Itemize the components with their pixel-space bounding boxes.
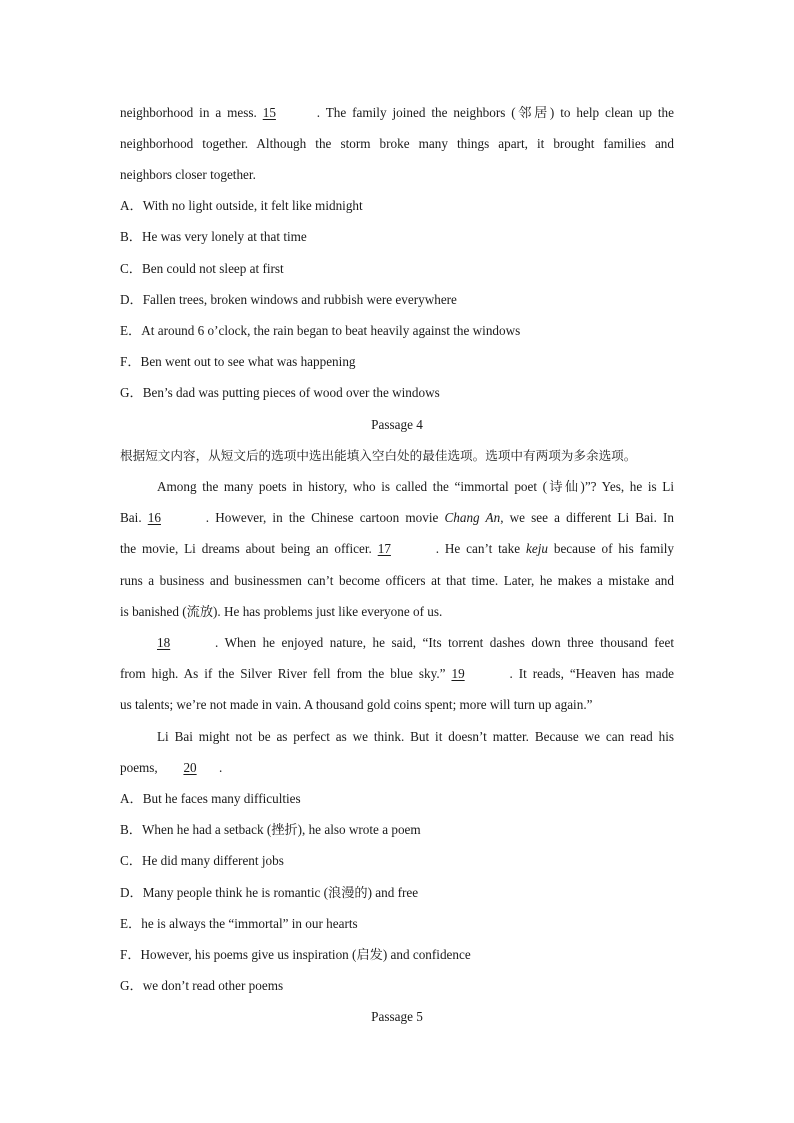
text: poems,: [120, 760, 158, 775]
text: the movie, Li dreams about being an officer.: [120, 541, 372, 556]
p2-line-2: [120, 665, 674, 683]
term-keju: keju: [526, 541, 548, 556]
text: from high. As if the Silver River fell from the blue sky.”: [120, 666, 446, 681]
passage5-title: Passage 5: [371, 1009, 423, 1024]
p1-line-5: is banished (流放). He has problems just like everyone of us.: [120, 604, 443, 619]
passage3-line-3: neighbors closer together.: [120, 167, 256, 182]
option-e: E．he is always the “immortal” in our hearts: [120, 916, 358, 931]
text: . However, in the Chinese cartoon movie: [205, 510, 439, 525]
text: because of his family: [553, 541, 675, 556]
text: . He can’t take: [435, 541, 521, 556]
blank-19: 19: [451, 666, 465, 681]
blank-15: 15: [262, 105, 276, 120]
option-a: A．With no light outside, it felt like midnight: [120, 198, 363, 213]
p1-line-1: Among the many poets in history, who is called the “immortal poet (诗仙)”? Yes, he is Li: [157, 479, 674, 494]
p3-line-1: Li Bai might not be as perfect as we think. But it doesn’t matter. Because we can read his: [157, 729, 674, 744]
option-b: B．He was very lonely at that time: [120, 229, 307, 244]
text: Bai.: [120, 510, 142, 525]
text: , we see a different Li Bai. In: [500, 510, 674, 525]
passage3-line-1: [120, 104, 674, 122]
text: .: [219, 760, 223, 775]
p1-line-2: [120, 509, 674, 527]
text: . When he enjoyed nature, he said, “Its torrent dashes down three thousand feet: [215, 635, 674, 650]
option-c: C．He did many different jobs: [120, 853, 284, 868]
p1-line-4: runs a business and businessmen can’t become officers at that time. Later, he makes a mistake and: [120, 573, 674, 588]
option-f: F．Ben went out to see what was happening: [120, 354, 356, 369]
option-a: A．But he faces many difficulties: [120, 791, 301, 806]
option-e: E．At around 6 o’clock, the rain began to beat heavily against the windows: [120, 323, 521, 338]
blank-20: 20: [183, 760, 197, 775]
option-d: D．Many people think he is romantic (浪漫的) and free: [120, 885, 419, 900]
text: . The family joined the neighbors (邻居) to help clean up the: [316, 105, 674, 120]
blank-17: 17: [377, 541, 391, 556]
option-g: G．we don’t read other poems: [120, 978, 284, 993]
option-b: B．When he had a setback (挫折), he also wrote a poem: [120, 822, 421, 837]
movie-title: Chang An: [444, 510, 501, 525]
blank-18: 18: [157, 635, 171, 650]
option-f: F．However, his poems give us inspiration (启发) and confidence: [120, 947, 471, 962]
passage4-title: Passage 4: [371, 417, 423, 432]
text: neighborhood in a mess.: [120, 105, 257, 120]
passage3-line-2: neighborhood together. Although the storm broke many things apart, it brought families and: [120, 136, 674, 151]
blank-16: 16: [147, 510, 161, 525]
option-c: C．Ben could not sleep at first: [120, 261, 284, 276]
text: . It reads, “Heaven has made: [509, 666, 675, 681]
option-d: D．Fallen trees, broken windows and rubbish were everywhere: [120, 292, 457, 307]
passage4-instruction: 根据短文内容，从短文后的选项中选出能填入空白处的最佳选项。选项中有两项为多余选项。: [120, 448, 637, 463]
p1-line-3: [120, 540, 674, 558]
option-g: G．Ben’s dad was putting pieces of wood over the windows: [120, 385, 440, 400]
p2-line-3: us talents; we’re not made in vain. A thousand gold coins spent; more will turn up again.”: [120, 697, 593, 712]
p3-line-2: [120, 759, 674, 777]
p2-line-1: [157, 634, 674, 652]
